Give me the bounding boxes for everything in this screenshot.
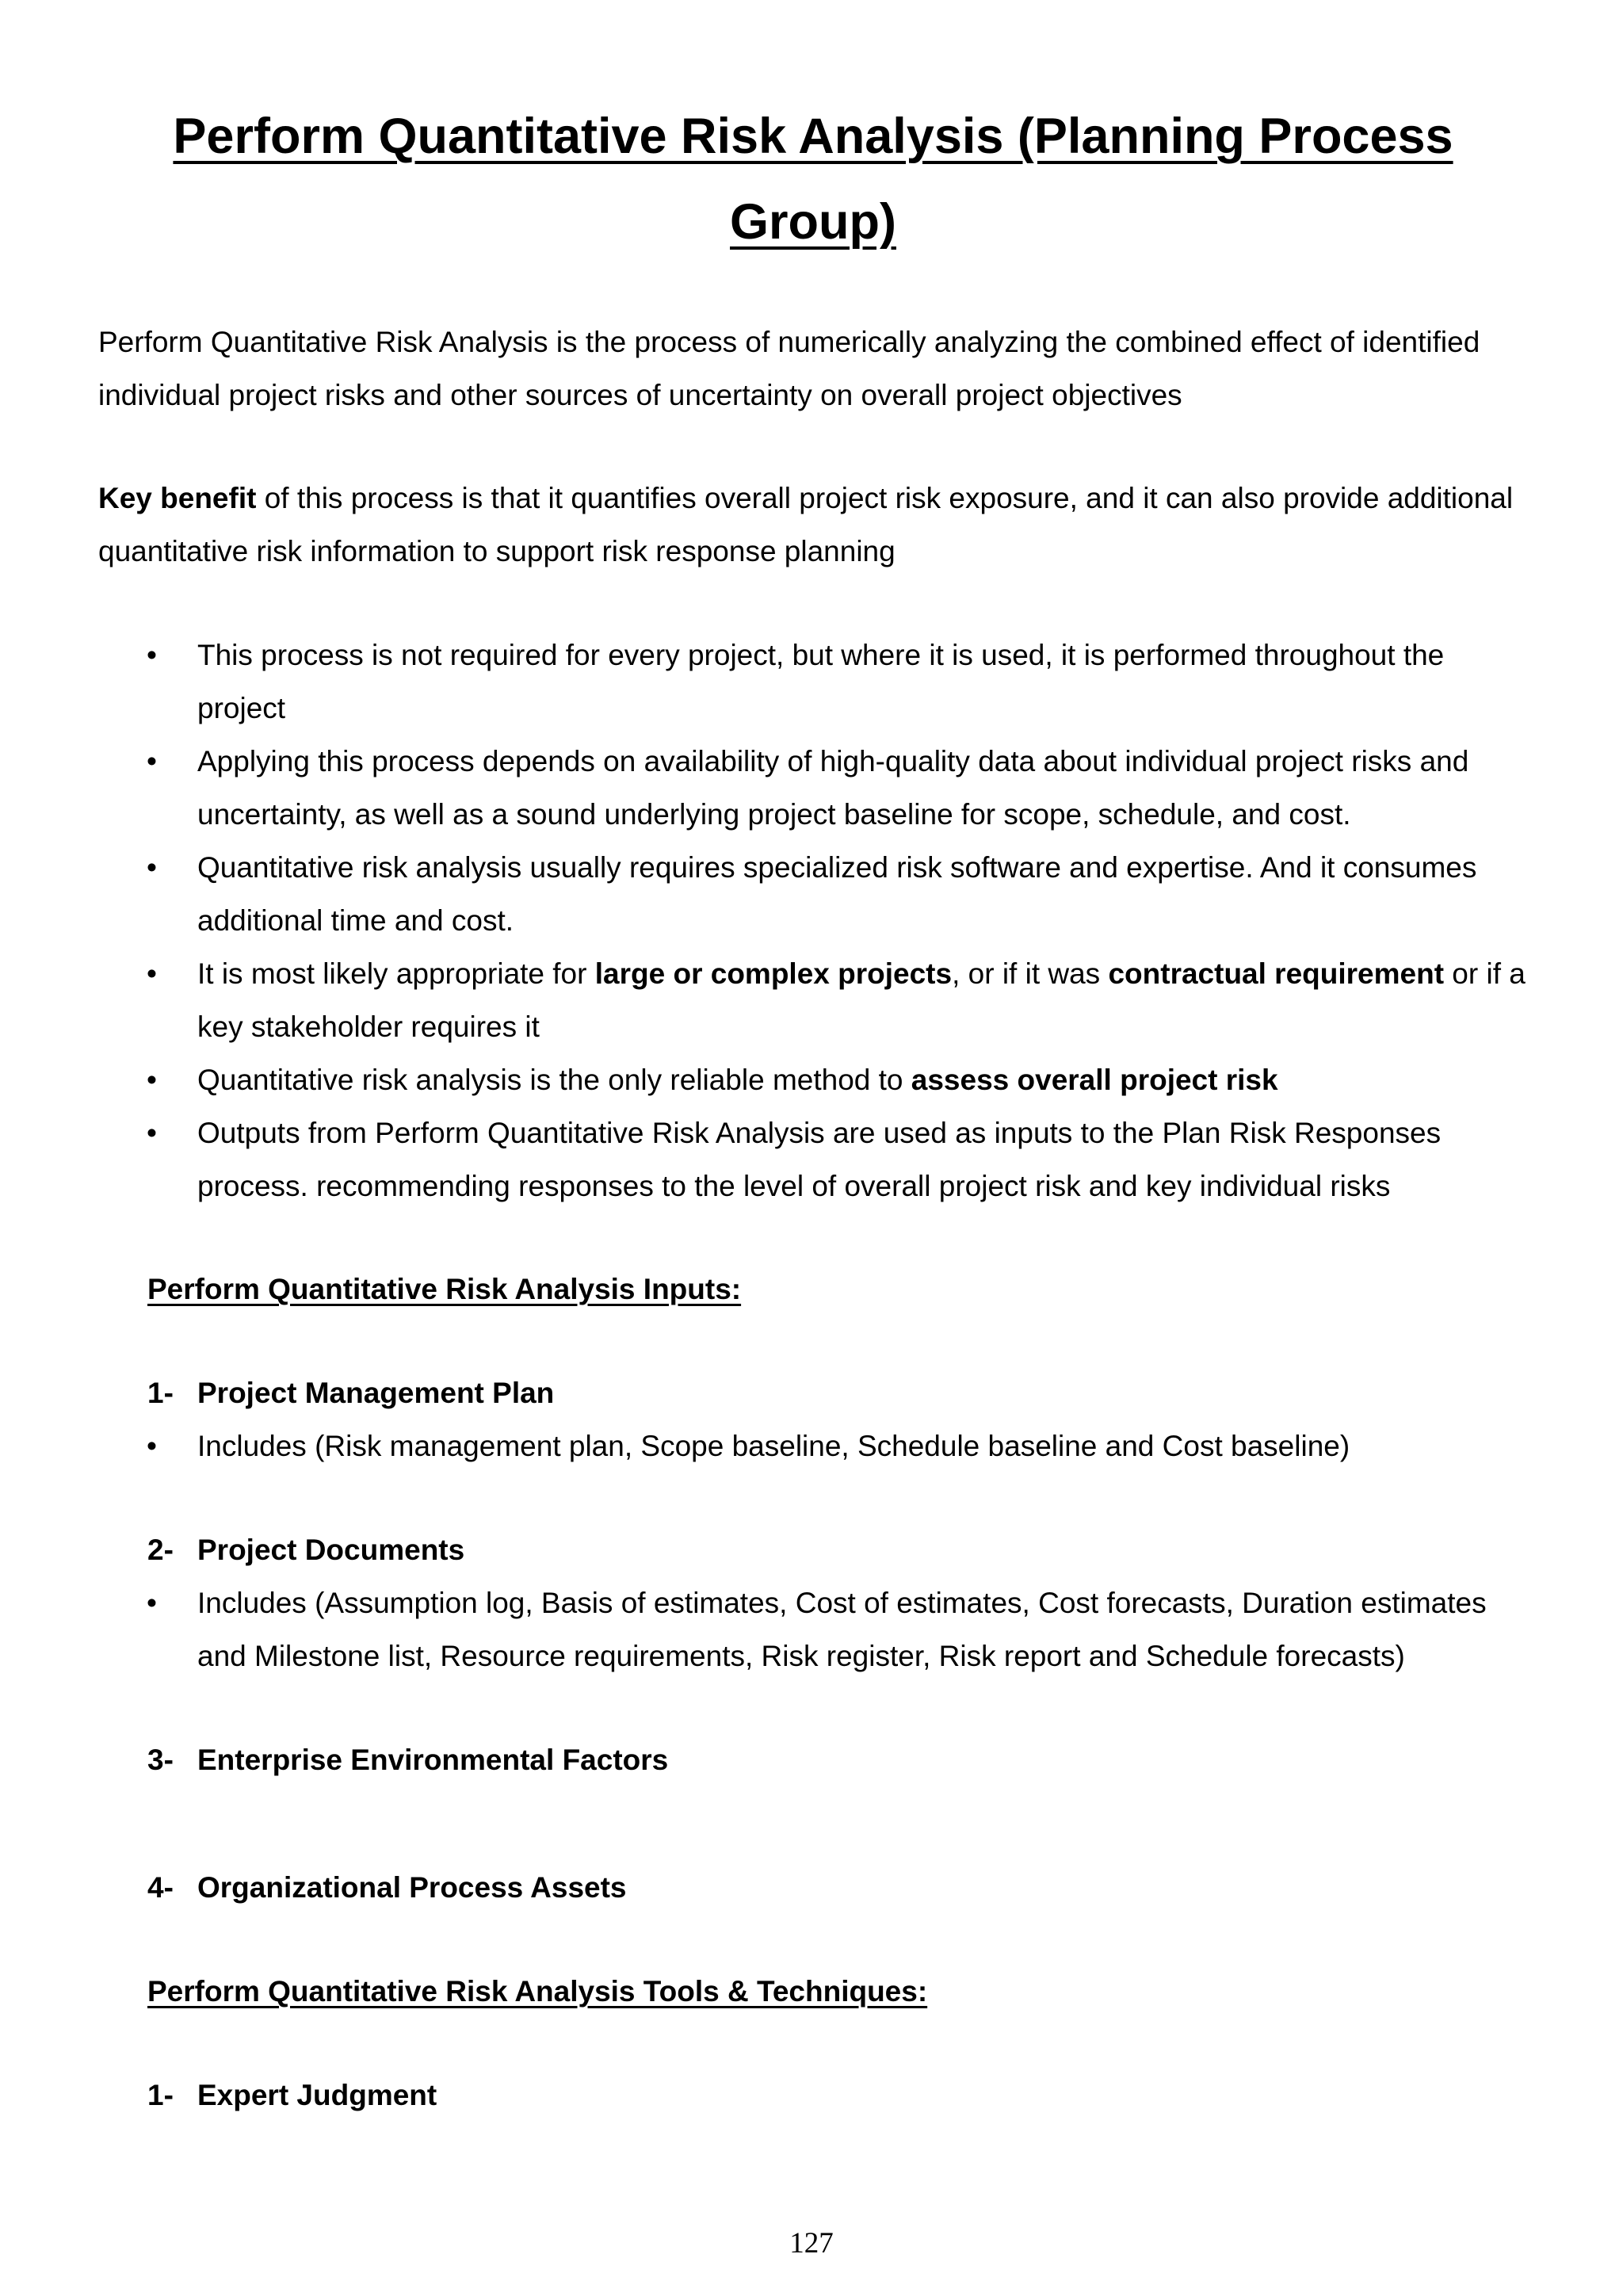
item-number: 1- xyxy=(147,2079,174,2111)
bullet-emphasis: contractual requirement xyxy=(1108,957,1445,990)
item-number: 4- xyxy=(147,1871,174,1904)
process-notes-list xyxy=(98,628,1528,1213)
page-number: 127 xyxy=(789,2227,834,2260)
intro-paragraph: Perform Quantitative Risk Analysis is the process of numerically analyzing the combined effect of identified individual project risks and other sources of uncertainty on overall project objectives xyxy=(98,326,1480,411)
key-benefit-label: Key benefit xyxy=(98,482,257,514)
item-label: Expert Judgment xyxy=(197,2079,437,2111)
bullet-item: • Outputs from Perform Quantitative Risk Analysis are used as inputs to the Plan Risk Responses process. recommending responses to the level of overall project risk and key individual risks xyxy=(98,1106,1528,1213)
item-number: 1- xyxy=(147,1377,174,1409)
input-item xyxy=(98,1861,1528,1914)
key-benefit-paragraph xyxy=(98,472,1528,578)
item-detail: • Includes (Risk management plan, Scope baseline, Schedule baseline and Cost baseline) xyxy=(98,1419,1528,1473)
spacer xyxy=(98,1786,1528,1861)
bullet-item: • This process is not required for every project, but where it is used, it is performed throughout the project xyxy=(98,628,1528,735)
bullet-item: • Applying this process depends on availability of high-quality data about individual project risks and uncertainty, as well as a sound underlying project baseline for scope, schedule, and cost. xyxy=(98,735,1528,841)
bullet-item xyxy=(98,947,1528,1053)
item-label: Enterprise Environmental Factors xyxy=(197,1744,669,1776)
input-item xyxy=(98,1366,1528,1473)
key-benefit-text: of this process is that it quantifies overall project risk exposure, and it can also provide additional quantitative risk information to support risk response planning xyxy=(98,482,1514,567)
inputs-heading: Perform Quantitative Risk Analysis Inputs: xyxy=(147,1273,742,1305)
item-label: Project Documents xyxy=(197,1534,465,1566)
item-label: Organizational Process Assets xyxy=(197,1871,627,1904)
page-title: Perform Quantitative Risk Analysis (Planning Process Group) xyxy=(173,109,1453,250)
bullet-text: or if a key stakeholder requires it xyxy=(197,957,1526,1043)
input-item xyxy=(98,1733,1528,1786)
item-detail: • Includes (Assumption log, Basis of estimates, Cost of estimates, Cost forecasts, Duration estimates and Milestone list, Resource requirements, Risk register, Risk report and Schedule forecasts) xyxy=(98,1576,1528,1683)
bullet-emphasis: large or complex projects xyxy=(594,957,953,990)
item-number: 2- xyxy=(147,1534,174,1566)
bullet-text: , or if it was xyxy=(952,957,1109,990)
bullet-text: It is most likely appropriate for xyxy=(197,957,595,990)
item-label: Project Management Plan xyxy=(197,1377,555,1409)
tools-heading: Perform Quantitative Risk Analysis Tools & Techniques: xyxy=(147,1975,928,2008)
item-number: 3- xyxy=(147,1744,174,1776)
bullet-text: Quantitative risk analysis is the only reliable method to xyxy=(197,1064,911,1096)
input-item xyxy=(98,1523,1528,1683)
tool-item xyxy=(98,2069,1528,2122)
bullet-item: • Quantitative risk analysis usually requires specialized risk software and expertise. And it consumes additional time and cost. xyxy=(98,841,1528,947)
bullet-emphasis: assess overall project risk xyxy=(911,1064,1278,1096)
bullet-item xyxy=(98,1053,1528,1106)
